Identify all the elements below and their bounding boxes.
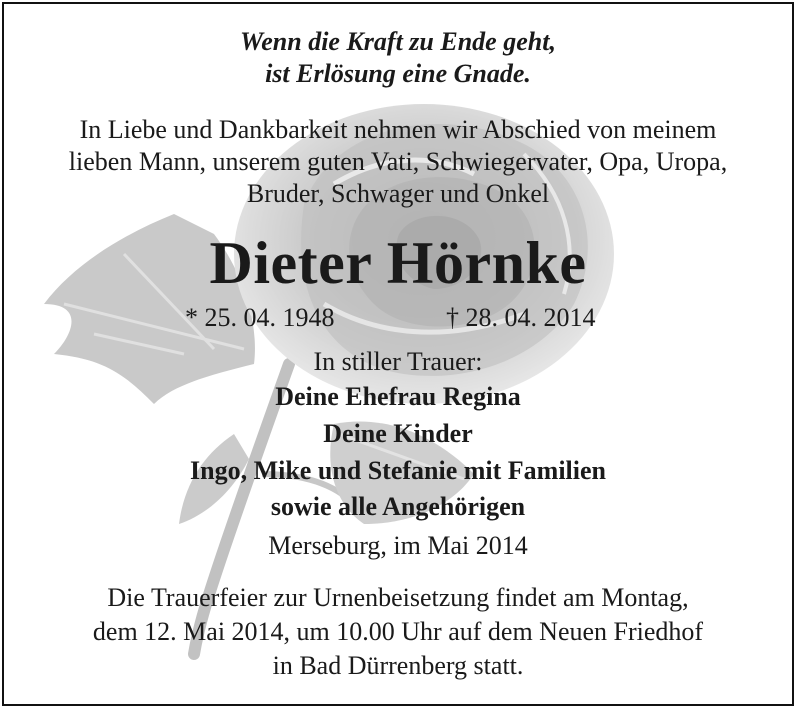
mourner-line: Ingo, Mike und Stefanie mit Familien: [189, 456, 606, 485]
motto-line-1: Wenn die Kraft zu Ende geht,: [240, 27, 556, 56]
life-dates: [4, 302, 792, 334]
intro-line-1: In Liebe und Dankbarkeit nehmen wir Abschied von meinem: [79, 115, 717, 144]
death-date: † 28. 04. 2014: [446, 303, 596, 332]
mourners-title: In stiller Trauer:: [313, 347, 483, 376]
mourner-line: sowie alle Angehörigen: [270, 492, 526, 521]
intro-line-3: Bruder, Schwager und Onkel: [246, 179, 550, 208]
mourner-line: Deine Ehefrau Regina: [275, 382, 521, 411]
motto-line-2: ist Erlösung eine Gnade.: [265, 59, 531, 88]
funeral-line-3: in Bad Dürrenberg statt.: [272, 651, 524, 680]
intro-line-2: lieben Mann, unserem guten Vati, Schwiegervater, Opa, Uropa,: [68, 147, 728, 176]
funeral-line-2: dem 12. Mai 2014, um 10.00 Uhr auf dem Neuen Friedhof: [92, 617, 704, 646]
obituary-notice: [2, 2, 794, 706]
mourner-line: Deine Kinder: [323, 419, 473, 448]
notice-content: [4, 4, 792, 704]
funeral-line-1: Die Trauerfeier zur Urnenbeisetzung findet am Montag,: [107, 583, 689, 612]
deceased-name: Dieter Hörnke: [209, 230, 587, 296]
birth-date: * 25. 04. 1948: [185, 303, 335, 332]
place-date: Merseburg, im Mai 2014: [268, 531, 528, 560]
